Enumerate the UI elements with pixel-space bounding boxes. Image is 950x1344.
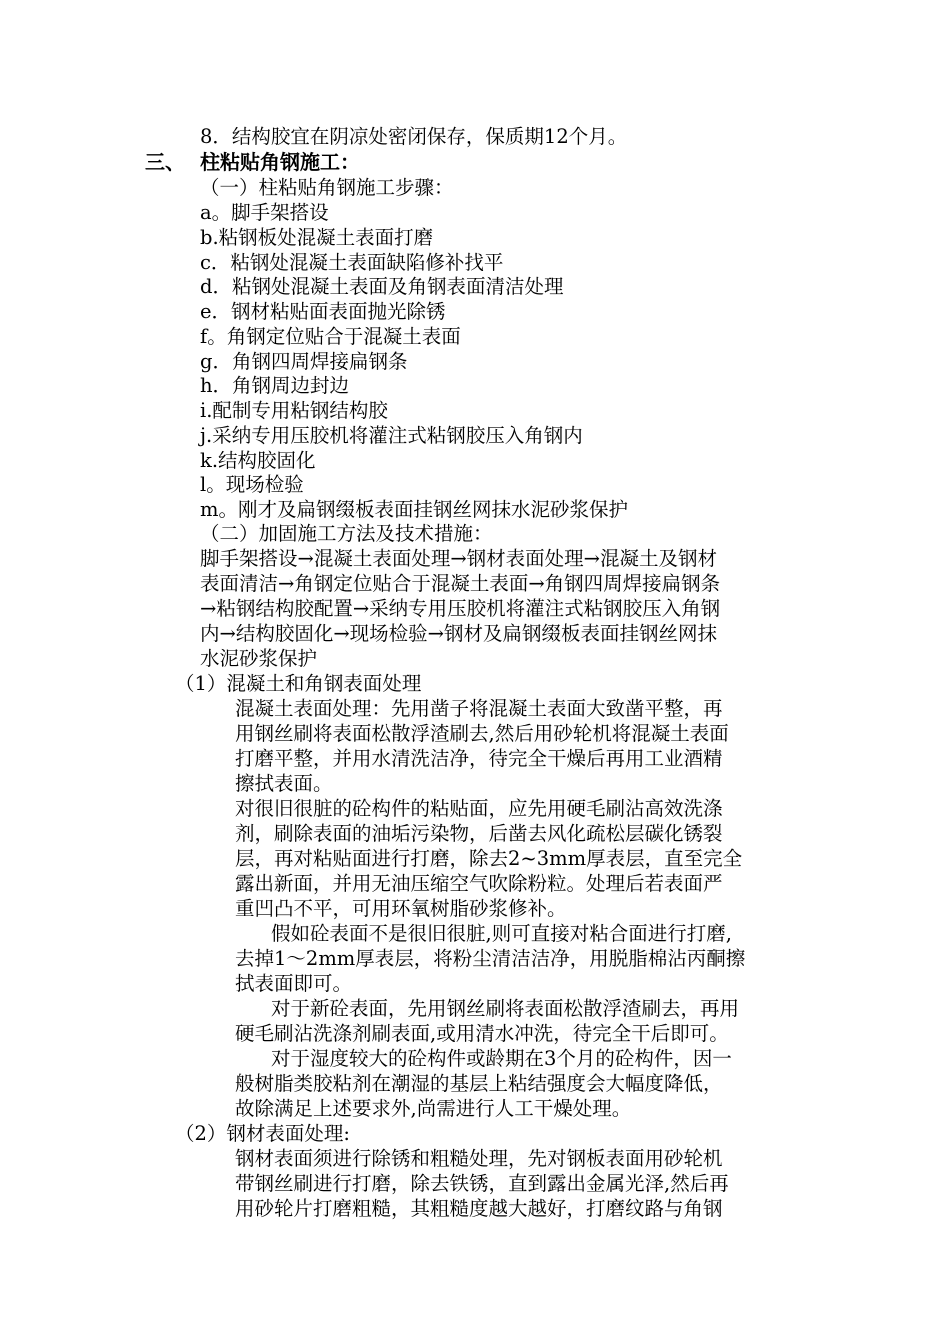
text-line: 8．结构胶宜在阴凉处密闭保存，保质期12个月。 xyxy=(200,125,628,148)
text-line: 带钢丝刷进行打磨，除去铁锈，直到露出金属光泽,然后再 xyxy=(235,1172,729,1195)
text-line: 脚手架搭设→混凝土表面处理→钢材表面处理→混凝土及钢材 xyxy=(200,547,718,570)
text-line: 剂，刷除表面的油垢污染物，后凿去风化疏松层碳化锈裂 xyxy=(235,822,723,845)
section-heading: 柱粘贴角钢施工： xyxy=(200,150,360,174)
text-line: 假如砼表面不是很旧很脏,则可直接对粘合面进行打磨, xyxy=(271,922,732,945)
list-item: l。现场检验 xyxy=(200,473,304,496)
text-line: 水泥砂浆保护 xyxy=(200,647,318,670)
text-line: 打磨平整，并用水清洗洁净，待完全干燥后再用工业酒精 xyxy=(235,747,723,770)
text-line: 重凹凸不平，可用环氧树脂砂浆修补。 xyxy=(235,897,567,920)
text-line: 层，再对粘贴面进行打磨，除去2~3mm厚表层，直至完全 xyxy=(235,847,743,870)
text-line: 擦拭表面。 xyxy=(235,772,333,795)
text-line: 用钢丝刷将表面松散浮渣刷去,然后用砂轮机将混凝土表面 xyxy=(235,722,729,745)
text-line: 般树脂类胶粘剂在潮湿的基层上粘结强度会大幅度降低， xyxy=(235,1072,723,1095)
text-line: 对于新砼表面，先用钢丝刷将表面松散浮渣刷去，再用 xyxy=(271,997,740,1020)
subsection-heading: （一）柱粘贴角钢施工步骤： xyxy=(200,176,454,199)
text-line: 钢材表面须进行除锈和粗糙处理，先对钢板表面用砂轮机 xyxy=(235,1147,723,1170)
text-line: 用砂轮片打磨粗糙，其粗糙度越大越好，打磨纹路与角钢 xyxy=(235,1197,723,1220)
text-line: 拭表面即可。 xyxy=(235,972,353,995)
text-line: →粘钢结构胶配置→采纳专用压胶机将灌注式粘钢胶压入角钢 xyxy=(200,597,721,620)
list-item: m。刚才及扁钢缀板表面挂钢丝网抹水泥砂浆保护 xyxy=(200,498,628,521)
item-heading: （1）混凝土和角钢表面处理 xyxy=(175,672,422,695)
item-heading: （2）钢材表面处理: xyxy=(175,1122,350,1145)
text-line: 故除满足上述要求外,尚需进行人工干燥处理。 xyxy=(235,1097,632,1120)
list-item: f。角钢定位贴合于混凝土表面 xyxy=(200,325,461,348)
list-item: h．角钢周边封边 xyxy=(200,374,350,397)
list-item: e．钢材粘贴面表面抛光除锈 xyxy=(200,300,446,323)
text-line: 表面清洁→角钢定位贴合于混凝土表面→角钢四周焊接扁钢条 xyxy=(200,572,721,595)
subsection-heading: （二）加固施工方法及技术措施： xyxy=(200,522,493,545)
text-line: 去掉1～2mm厚表层，将粉尘清洁洁净，用脱脂棉沾丙酮擦 xyxy=(235,947,746,970)
text-line: 混凝土表面处理：先用凿子将混凝土表面大致凿平整，再 xyxy=(235,697,723,720)
list-item: c．粘钢处混凝土表面缺陷修补找平 xyxy=(200,251,504,274)
list-item: g．角钢四周焊接扁钢条 xyxy=(200,350,408,373)
text-line: 对于湿度较大的砼构件或龄期在3个月的砼构件，因一 xyxy=(271,1047,732,1070)
text-line: 内→结构胶固化→现场检验→钢材及扁钢缀板表面挂钢丝网抹 xyxy=(200,622,718,645)
list-item: a。脚手架搭设 xyxy=(200,201,329,224)
section-number: 三、 xyxy=(145,150,185,174)
text-line: 对很旧很脏的砼构件的粘贴面，应先用硬毛刷沾高效洗涤 xyxy=(235,797,723,820)
list-item: i.配制专用粘钢结构胶 xyxy=(200,399,388,422)
text-line: 硬毛刷沾洗涤剂刷表面,或用清水冲洗，待完全干后即可。 xyxy=(235,1022,729,1045)
list-item: k.结构胶固化 xyxy=(200,449,316,472)
list-item: b.粘钢板处混凝土表面打磨 xyxy=(200,226,434,249)
list-item: j.采纳专用压胶机将灌注式粘钢胶压入角钢内 xyxy=(200,424,583,447)
list-item: d．粘钢处混凝土表面及角钢表面清洁处理 xyxy=(200,275,564,298)
text-line: 露出新面，并用无油压缩空气吹除粉粒。处理后若表面严 xyxy=(235,872,723,895)
